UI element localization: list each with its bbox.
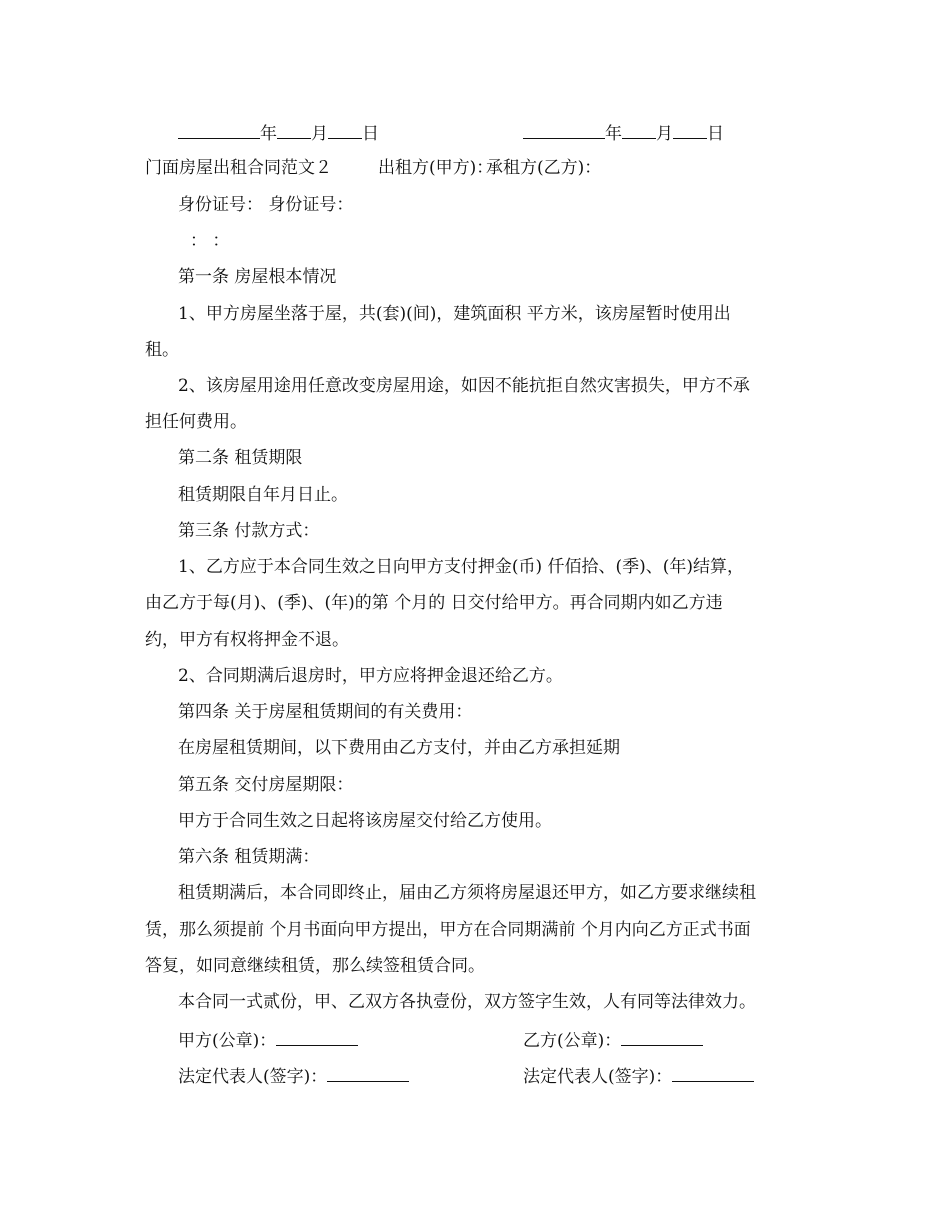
blank-line [277, 122, 311, 139]
blank-line [673, 122, 707, 139]
article-4-heading: 第四条 关于房屋租赁期间的有关费用： [178, 702, 473, 722]
article-1-paragraph: 租。 [145, 340, 179, 360]
lessor-label: 出租方(甲方)： [378, 158, 494, 178]
article-1-paragraph: 担任何费用。 [145, 412, 247, 432]
party-b-seal [523, 1029, 703, 1051]
signature-blank [672, 1065, 754, 1082]
year-label: 年 [260, 124, 277, 144]
article-6-heading: 第六条 租赁期满： [178, 847, 320, 867]
article-5-paragraph: 甲方于合同生效之日起将该房屋交付给乙方使用。 [178, 811, 552, 831]
party-b-rep-label: 法定代表人(签字)： [523, 1067, 673, 1087]
article-3-paragraph: 1、乙方应于本合同生效之日向甲方支付押金(币) 仟佰拾、(季)、(年)结算， [178, 557, 745, 577]
article-1-paragraph: 1、甲方房屋坐落于屋，共(套)(间)，建筑面积 平方米，该房屋暂时使用出 [178, 304, 731, 324]
party-a-seal-label: 甲方(公章)： [178, 1031, 277, 1051]
closing-statement: 本合同一式贰份，甲、乙双方各执壹份，双方签字生效，人有同等法律效力。 [178, 992, 756, 1012]
article-6-paragraph: 答复，如同意继续租赁，那么续签租赁合同。 [145, 956, 485, 976]
blank-line [622, 122, 656, 139]
date-right [523, 122, 724, 144]
article-1-heading: 第一条 房屋根本情况 [178, 267, 337, 287]
party-a-representative [178, 1065, 409, 1087]
signature-blank [276, 1029, 358, 1046]
colons-line: ： ： [190, 231, 230, 251]
article-2-heading: 第二条 租赁期限 [178, 448, 303, 468]
article-3-paragraph: 2、合同期满后退房时，甲方应将押金退还给乙方。 [178, 666, 563, 686]
lessee-label: 承租方(乙方)： [486, 158, 602, 178]
signature-blank [327, 1065, 409, 1082]
article-5-heading: 第五条 交付房屋期限： [178, 775, 354, 795]
party-a-rep-label: 法定代表人(签字)： [178, 1067, 328, 1087]
party-b-representative [523, 1065, 754, 1087]
year-label: 年 [605, 124, 622, 144]
article-4-paragraph: 在房屋租赁期间，以下费用由乙方支付，并由乙方承担延期 [178, 738, 620, 758]
day-label: 日 [362, 124, 379, 144]
article-3-paragraph: 约，甲方有权将押金不退。 [145, 630, 349, 650]
article-1-paragraph: 2、该房屋用途用任意改变房屋用途，如因不能抗拒自然灾害损失，甲方不承 [178, 376, 750, 396]
date-left [178, 122, 379, 144]
document-title: 门面房屋出租合同范文２ [145, 158, 332, 178]
article-2-paragraph: 租赁期限自年月日止。 [178, 485, 348, 505]
article-6-paragraph: 租赁期满后，本合同即终止，届由乙方须将房屋退还甲方，如乙方要求继续租 [178, 883, 756, 903]
month-label: 月 [311, 124, 328, 144]
blank-line [328, 122, 362, 139]
blank-line [523, 122, 605, 139]
article-6-paragraph: 赁，那么须提前 个月书面向甲方提出，甲方在合同期满前 个月内向乙方正式书面 [145, 920, 751, 940]
party-b-seal-label: 乙方(公章)： [523, 1031, 622, 1051]
month-label: 月 [656, 124, 673, 144]
party-a-seal [178, 1029, 358, 1051]
article-3-paragraph: 由乙方于每(月)、(季)、(年)的第 个月的 日交付给甲方。再合同期内如乙方违 [145, 593, 723, 613]
day-label: 日 [707, 124, 724, 144]
id-number-line: 身份证号： 身份证号： [178, 195, 354, 215]
blank-line [178, 122, 260, 139]
article-3-heading: 第三条 付款方式： [178, 521, 320, 541]
signature-blank [621, 1029, 703, 1046]
